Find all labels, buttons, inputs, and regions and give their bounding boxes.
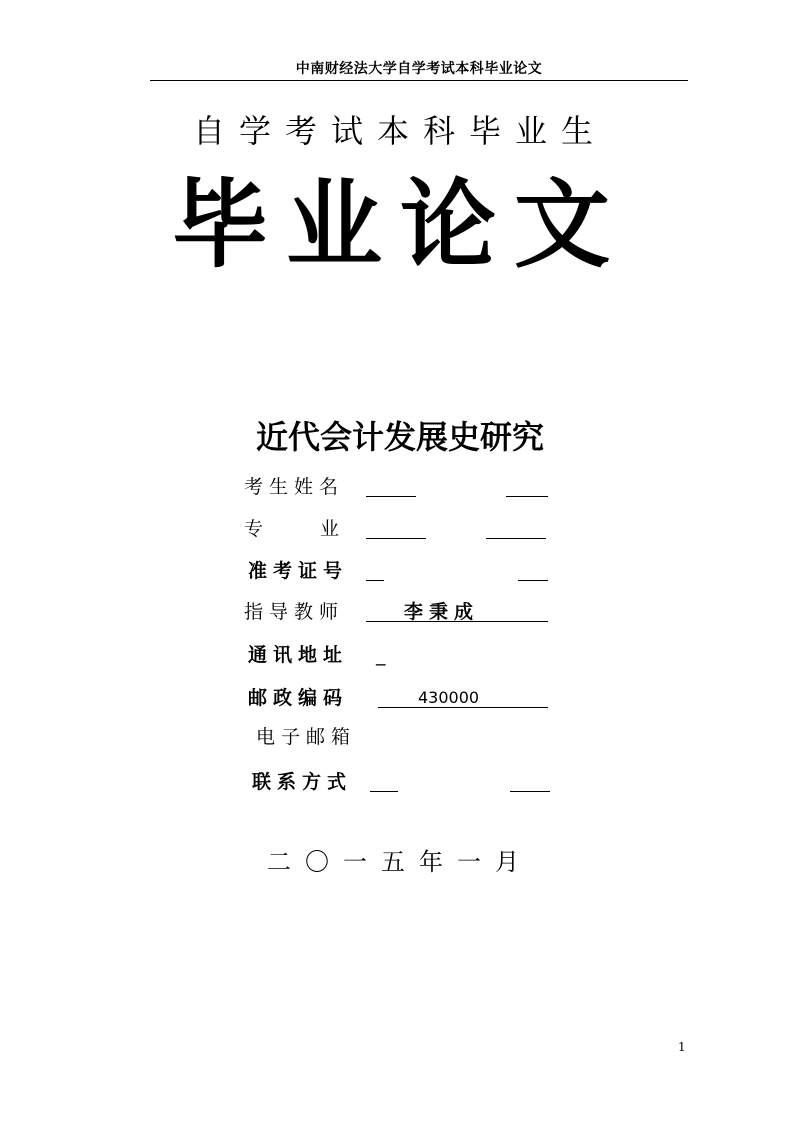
running-header: 中南财经法大学自学考试本科毕业论文 (150, 58, 688, 81)
cover-main-title: 毕业论文 (172, 169, 628, 281)
name-underline-2 (506, 472, 548, 497)
field-row-postcode (248, 683, 568, 713)
email-label: 电子邮箱 (256, 726, 357, 748)
field-row-name (244, 472, 564, 502)
cover-subtitle: 自学考试本科毕业生 (192, 112, 607, 150)
postcode-value: 430000 (418, 688, 480, 707)
name-label: 考生姓名 (244, 476, 345, 498)
major-label: 专 业 (244, 518, 340, 540)
field-row-address (248, 640, 568, 670)
contact-underline-2 (510, 767, 550, 792)
exam-id-label: 准考证号 (248, 560, 349, 582)
address-label: 通讯地址 (248, 644, 349, 666)
exam-id-underline-1 (366, 556, 384, 581)
field-row-exam-id (248, 556, 568, 586)
field-row-major (244, 514, 564, 544)
page-number: 1 (678, 1040, 686, 1054)
advisor-value: 李秉成 (404, 601, 480, 623)
thesis-title: 近代会计发展史研究 (255, 418, 544, 456)
address-mark: _ (376, 644, 386, 666)
field-row-contact (252, 767, 572, 797)
contact-label: 联系方式 (252, 771, 353, 793)
field-row-advisor (244, 597, 564, 627)
major-underline-1 (366, 514, 426, 539)
exam-id-underline-2 (518, 556, 548, 581)
advisor-label: 指导教师 (244, 601, 345, 623)
postcode-label: 邮政编码 (248, 687, 349, 709)
contact-underline-1 (370, 767, 398, 792)
cover-date: 二〇一五年一月 (267, 848, 533, 876)
major-underline-2 (486, 514, 546, 539)
name-underline-1 (366, 472, 416, 497)
field-row-email (256, 722, 576, 752)
